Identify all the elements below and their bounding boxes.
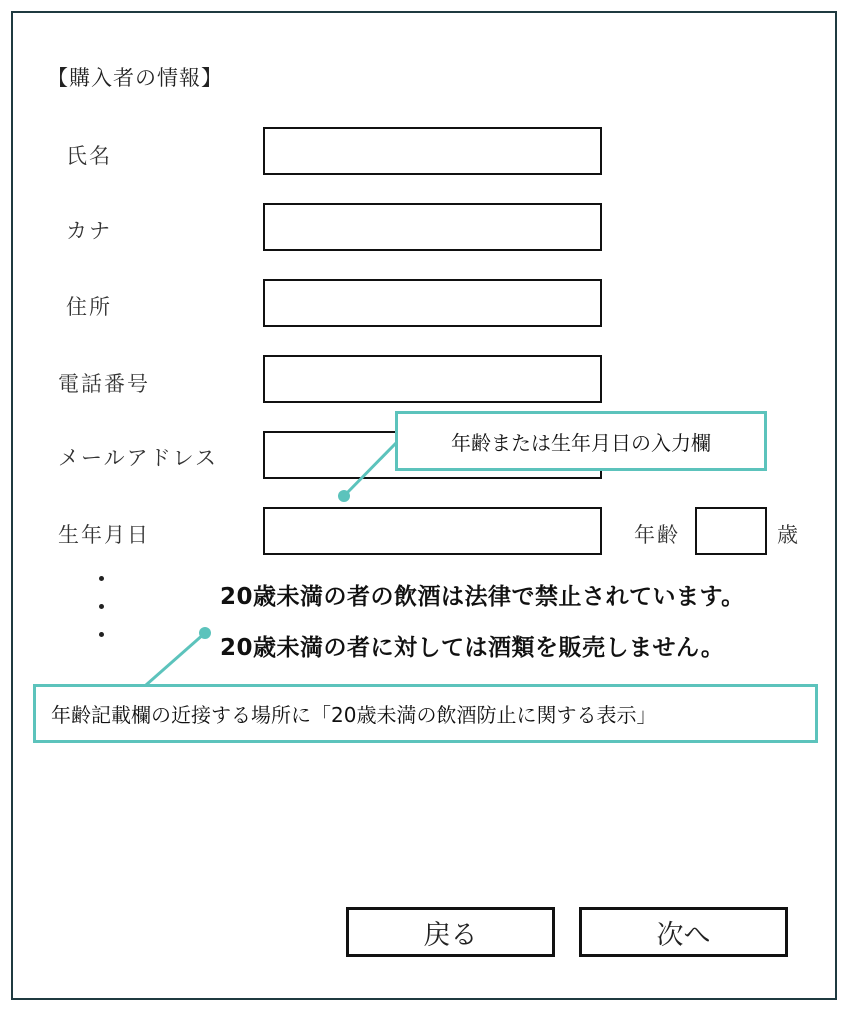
label-phone: 電話番号	[58, 372, 150, 396]
warning-text-drinking-law: 20歳未満の者の飲酒は法律で禁止されています。	[220, 584, 745, 610]
back-button[interactable]: 戻る	[346, 907, 555, 957]
callout-display-text: 年齢記載欄の近接する場所に「20歳未満の飲酒防止に関する表示」	[51, 703, 657, 727]
callout-birthdate-note	[395, 411, 767, 471]
birthdate-input[interactable]	[263, 507, 602, 555]
age-label: 年齢	[634, 523, 680, 547]
phone-input[interactable]	[263, 355, 602, 403]
label-name: 氏名	[66, 144, 112, 168]
section-title: 【購入者の情報】	[47, 66, 223, 90]
ellipsis-dot	[99, 632, 104, 637]
age-input[interactable]	[695, 507, 767, 555]
age-unit: 歳	[777, 523, 800, 547]
kana-input[interactable]	[263, 203, 602, 251]
label-email: メールアドレス	[58, 446, 218, 470]
name-input[interactable]	[263, 127, 602, 175]
callout-display-note	[33, 684, 818, 743]
warning-text-no-sale: 20歳未満の者に対しては酒類を販売しません。	[220, 635, 725, 661]
label-address: 住所	[66, 295, 112, 319]
callout-birthdate-text: 年齢または生年月日の入力欄	[451, 430, 711, 455]
address-input[interactable]	[263, 279, 602, 327]
label-kana: カナ	[66, 219, 112, 243]
label-birthdate: 生年月日	[58, 523, 150, 547]
ellipsis-dot	[99, 576, 104, 581]
ellipsis-dot	[99, 604, 104, 609]
next-button[interactable]: 次へ	[579, 907, 788, 957]
